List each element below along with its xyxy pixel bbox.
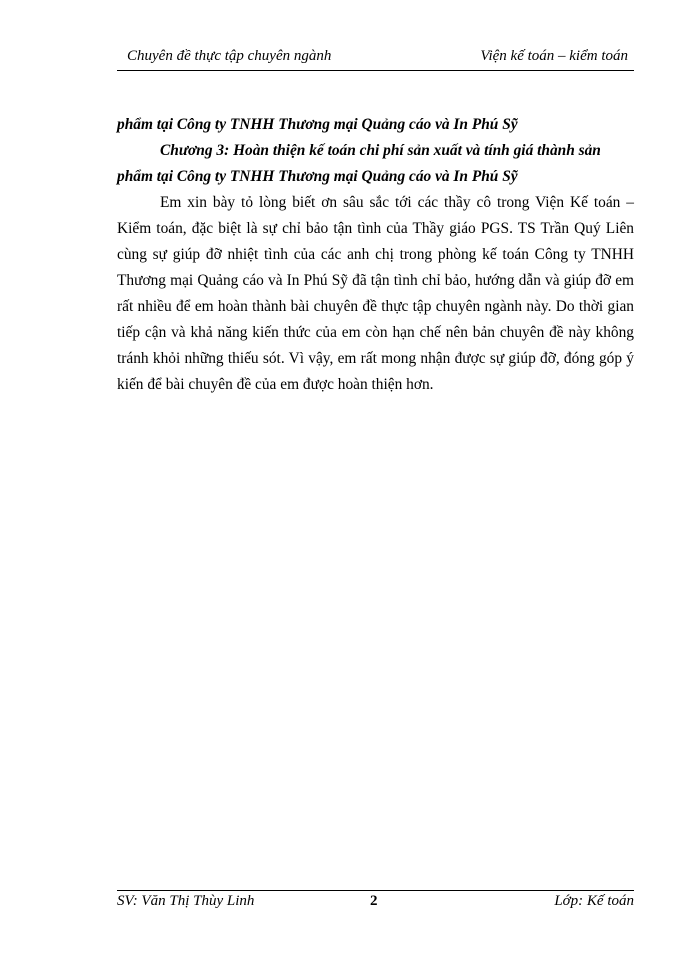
page-footer xyxy=(117,893,634,913)
footer-rule xyxy=(117,890,634,891)
acknowledgement-paragraph: Em xin bày tỏ lòng biết ơn sâu sắc tới các thầy cô trong Viện Kế toán – Kiểm toán, đặc biệt là sự chỉ bảo tận tình của Thầy giáo PGS. TS Trần Quý Liên cùng sự giúp đỡ nhiệt tình của các anh chị trong phòng kế toán Công ty TNHH Thương mại Quảng cáo và In Phú Sỹ đã tận tình chỉ bảo, hướng dẫn và giúp đỡ em rất nhiều để em hoàn thành bài chuyên đề thực tập chuyên ngành này. Do thời gian tiếp cận và khả năng kiến thức của em còn hạn chế nên bản chuyên đề này không tránh khỏi những thiếu sót. Vì vậy, em rất mong nhận được sự giúp đỡ, đóng góp ý kiến để bài chuyên đề của em được hoàn thiện hơn. xyxy=(117,194,634,393)
header-right: Viện kế toán – kiểm toán xyxy=(480,48,628,64)
page-header xyxy=(117,48,634,68)
footer-class: Lớp: Kế toán xyxy=(554,893,634,909)
chapter-3-title-continuation: phẩm tại Công ty TNHH Thương mại Quảng cáo và In Phú Sỹ xyxy=(117,168,518,185)
footer-student: SV: Văn Thị Thùy Linh xyxy=(117,893,255,909)
page-content xyxy=(117,112,634,398)
header-rule xyxy=(117,70,634,71)
header-left: Chuyên đề thực tập chuyên ngành xyxy=(127,48,332,64)
page-number: 2 xyxy=(370,893,378,909)
chapter-3-title: Chương 3: Hoàn thiện kế toán chi phí sản xuất và tính giá thành sản xyxy=(160,142,601,159)
chapter-2-title-continuation: phẩm tại Công ty TNHH Thương mại Quảng cáo và In Phú Sỹ xyxy=(117,116,518,133)
